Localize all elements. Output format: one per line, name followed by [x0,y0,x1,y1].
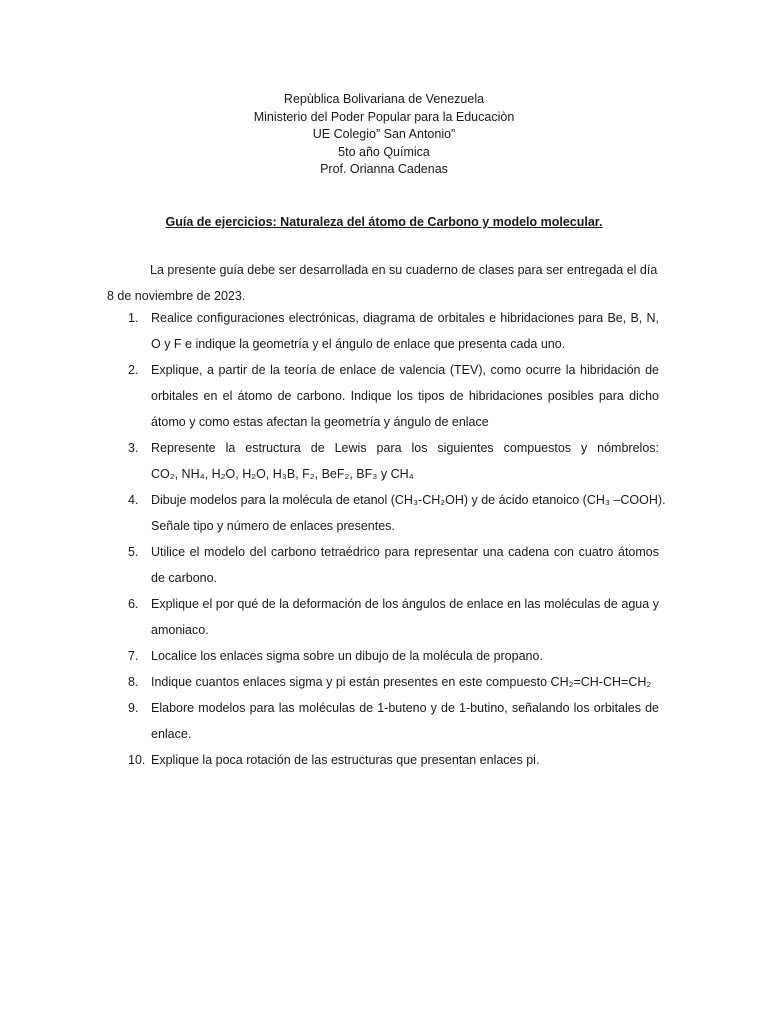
intro-line-2: 8 de noviembre de 2023. [107,289,246,303]
header-school: UE Colegio” San Antonio” [312,127,456,142]
exercise-number: 8. [128,675,139,689]
exercise-number: 2. [128,363,139,377]
exercise-text-line: Señale tipo y número de enlaces presentes. [151,519,395,533]
exercise-text-line: Represente la estructura de Lewis para los siguientes compuestos y nómbrelos: [151,441,659,455]
header-course: 5to año Química [338,144,430,159]
exercise-item [107,747,659,773]
exercise-text-line: átomo y como estas afectan la geometría y ángulo de enlace [151,415,489,429]
exercise-text-line: Utilice el modelo del carbono tetraédrico para representar una cadena con cuatro átomos [151,545,659,559]
exercise-text-line: amoniaco. [151,623,209,637]
exercise-number: 10. [128,753,146,767]
exercise-text-line: Explique la poca rotación de las estructuras que presentan enlaces pi. [151,753,540,767]
header-country: Repùblica Bolivariana de Venezuela [283,92,485,106]
exercise-number: 6. [128,597,139,611]
intro-paragraph [107,257,659,309]
exercise-item [107,539,659,591]
exercise-text-line: Realice configuraciones electrónicas, diagrama de orbitales e hibridaciones para Be, B, N, [151,311,659,325]
exercise-list [107,305,666,773]
exercise-item [107,643,659,669]
exercise-text-line: de carbono. [151,571,218,585]
exercise-text-line: Localice los enlaces sigma sobre un dibujo de la molécula de propano. [151,649,543,663]
exercise-item [107,669,659,695]
header-ministry: Ministerio del Poder Popular para la Educaciòn [253,109,515,124]
exercise-number: 5. [128,545,139,559]
exercise-item [107,435,659,487]
exercise-number: 3. [128,441,139,455]
exercise-text-line: Indique cuantos enlaces sigma y pi están presentes en este compuesto CH₂=CH-CH=CH₂ [151,675,652,689]
exercise-number: 7. [128,649,139,663]
exercise-number: 4. [128,493,139,507]
header-teacher: Prof. Orianna Cadenas [320,162,448,177]
document-header [0,91,768,179]
exercise-text-line: Explique, a partir de la teoría de enlace de valencia (TEV), como ocurre la hibridación de [151,363,659,377]
exercise-text-line: enlace. [151,727,192,741]
exercise-number: 1. [128,311,139,325]
exercise-item [107,305,659,357]
exercise-text-line: O y F e indique la geometría y el ángulo de enlace que presenta cada uno. [151,337,566,351]
exercise-text-line: CO₂, NH₄, H₂O, H₂O, H₃B, F₂, BeF₂, BF₃ y CH₄ [151,467,414,481]
exercise-text-line: Explique el por qué de la deformación de los ángulos de enlace en las moléculas de agua y [151,597,659,611]
exercise-item [107,591,659,643]
exercise-text-line: Dibuje modelos para la molécula de etanol (CH₃-CH₂OH) y de ácido etanoico (CH₃ –COOH). [151,493,666,507]
exercise-text-line: Elabore modelos para las moléculas de 1-buteno y de 1-butino, señalando los orbitales de [151,701,659,715]
exercise-item [107,695,659,747]
exercise-text-line: orbitales en el átomo de carbono. Indique los tipos de hibridaciones posibles para dicho [151,389,659,403]
exercise-number: 9. [128,701,139,715]
exercise-item [107,487,666,539]
exercise-item [107,357,659,435]
intro-line-1: La presente guía debe ser desarrollada en su cuaderno de clases para ser entregada el día [150,263,658,277]
document-title: Guía de ejercicios: Naturaleza del átomo de Carbono y modelo molecular. [165,215,603,229]
